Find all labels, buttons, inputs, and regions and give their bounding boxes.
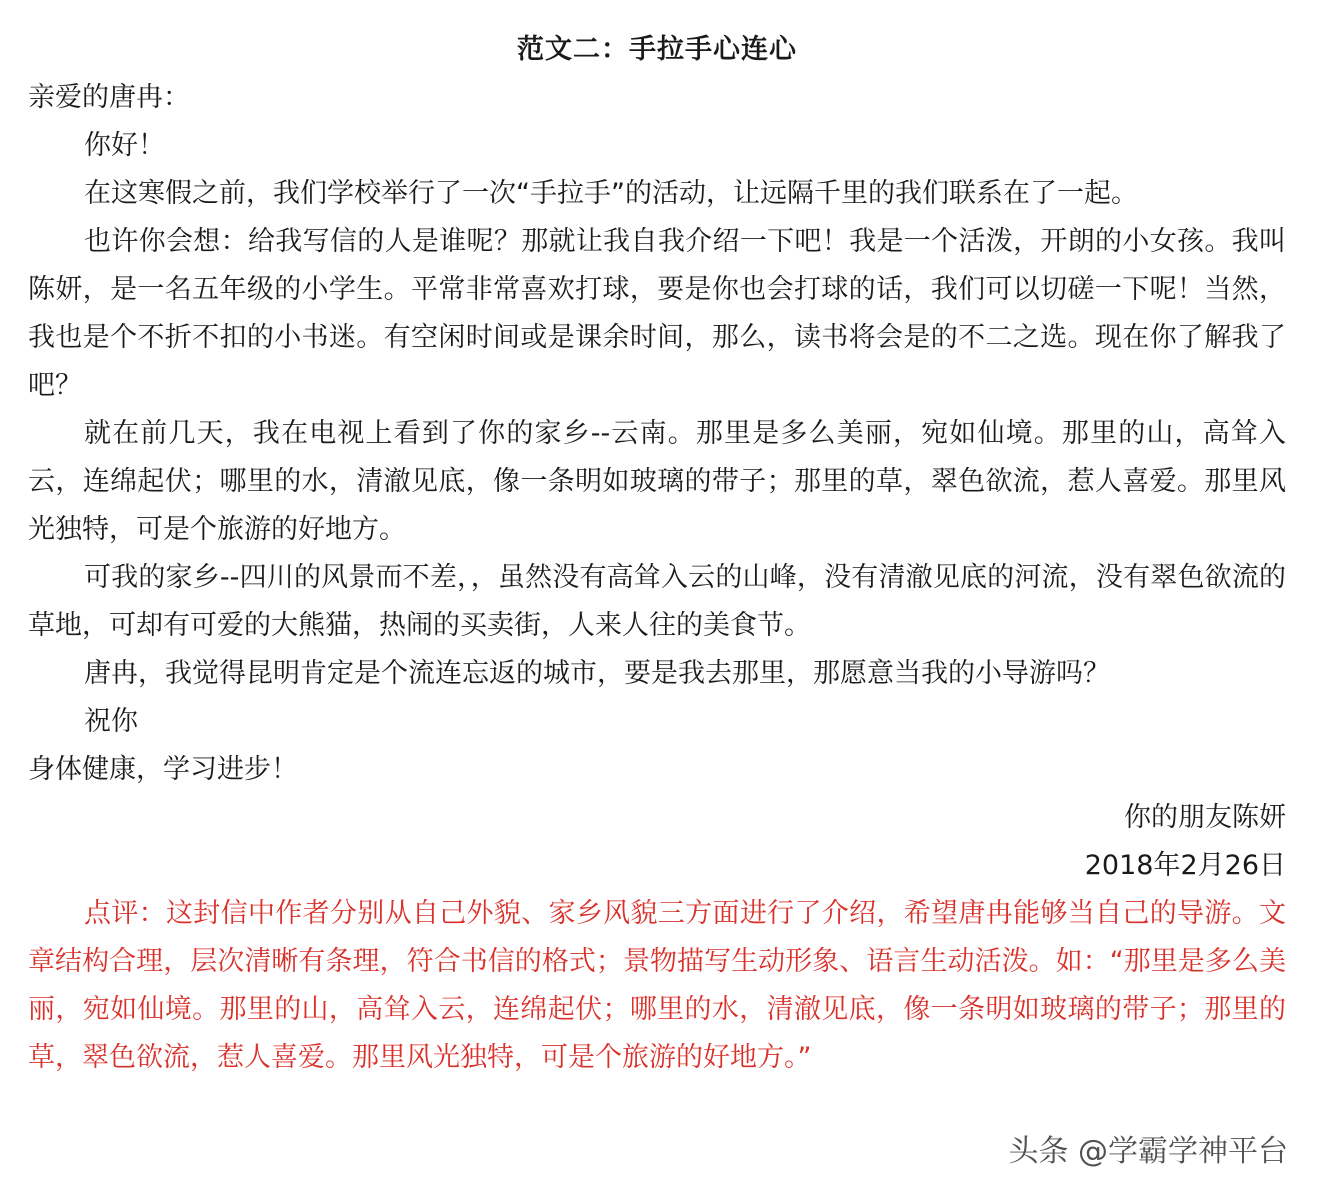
letter-paragraph-4: 可我的家乡--四川的风景而不差，，虽然没有高耸入云的山峰，没有清澈见底的河流，没有翠色欲流的草地，可却有可爱的大熊猫，热闹的买卖街，人来人往的美食节。 [28,562,1286,641]
document-title: 范文二：手拉手心连心 [517,34,797,65]
review-comment: 点评：这封信中作者分别从自己外貌、家乡风貌三方面进行了介绍，希望唐冉能够当自己的导游。文章结构合理，层次清晰有条理，符合书信的格式；景物描写生动形象、语言生动活泼。如：“那里是多么美丽，宛如仙境。那里的山，高耸入云，连绵起伏；哪里的水，清澈见底，像一条明如玻璃的带子；那里的草，翠色欲流，惹人喜爱。那里风光独特，可是个旅游的好地方。” [28,898,1286,1073]
greeting: 你好！ [84,130,165,161]
wish: 身体健康，学习进步！ [28,754,298,785]
letter-paragraph-5: 唐冉，我觉得昆明肯定是个流连忘返的城市，要是我去那里，那愿意当我的小导游吗？ [84,658,1110,689]
watermark: 头条 @学霸学神平台 [1008,1134,1288,1169]
closing: 祝你 [84,706,138,737]
letter-document [28,26,1286,1082]
signature: 你的朋友陈妍 [1124,802,1286,833]
letter-paragraph-3: 就在前几天，我在电视上看到了你的家乡--云南。那里是多么美丽，宛如仙境。那里的山，高耸入云，连绵起伏；哪里的水，清澈见底，像一条明如玻璃的带子；那里的草，翠色欲流，惹人喜爱。那里风光独特，可是个旅游的好地方。 [28,418,1286,545]
date: 2018年2月26日 [1084,850,1286,881]
salutation: 亲爱的唐冉： [28,82,190,113]
letter-paragraph-2: 也许你会想：给我写信的人是谁呢？那就让我自我介绍一下吧！我是一个活泼，开朗的小女孩。我叫陈妍，是一名五年级的小学生。平常非常喜欢打球，要是你也会打球的话，我们可以切磋一下呢！当然，我也是个不折不扣的小书迷。有空闲时间或是课余时间，那么，读书将会是的不二之选。现在你了解我了吧？ [28,226,1286,401]
letter-paragraph-1: 在这寒假之前，我们学校举行了一次“手拉手”的活动，让远隔千里的我们联系在了一起。 [84,178,1138,209]
